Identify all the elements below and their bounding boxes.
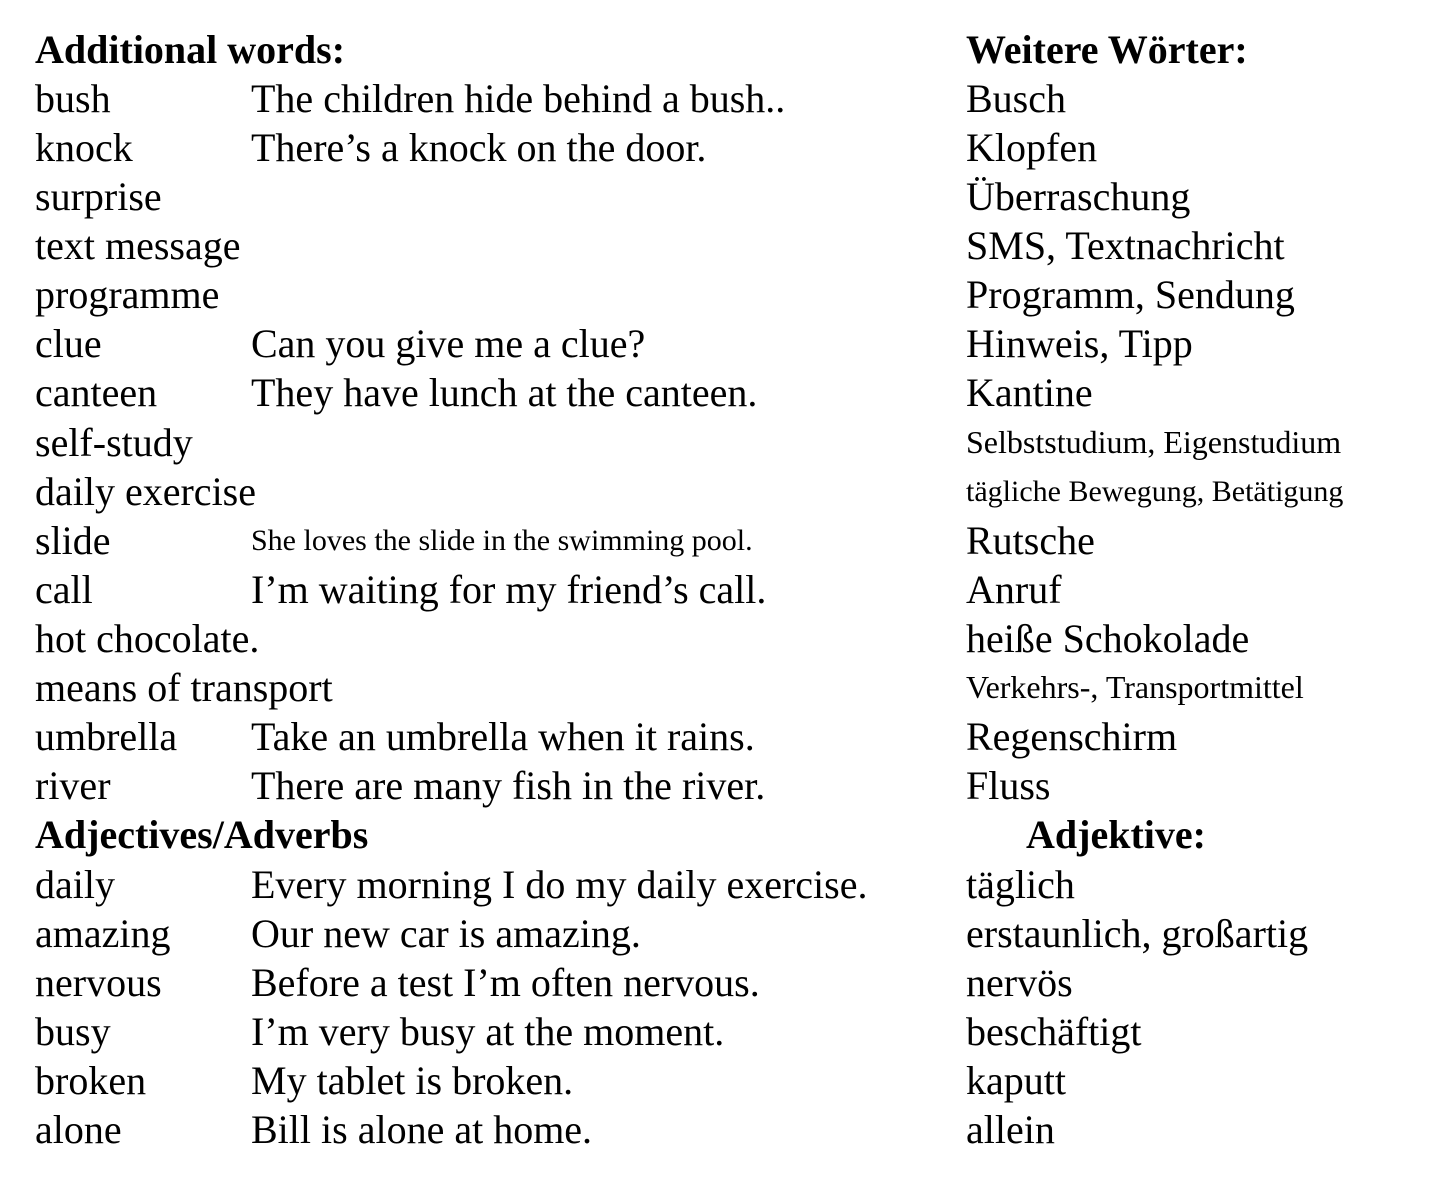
example-sentence: I’m very busy at the moment. bbox=[251, 1009, 725, 1054]
vocab-row bbox=[0, 761, 1450, 810]
word-german: allein bbox=[966, 1107, 1055, 1152]
word-english: knock bbox=[35, 125, 133, 170]
word-english: canteen bbox=[35, 370, 158, 415]
heading-german: Weitere Wörter: bbox=[966, 27, 1248, 72]
word-german: Fluss bbox=[966, 763, 1051, 808]
example-sentence: They have lunch at the canteen. bbox=[251, 370, 758, 415]
vocab-row bbox=[0, 909, 1450, 958]
heading-english: Adjectives/Adverbs bbox=[35, 812, 369, 857]
word-german: Rutsche bbox=[966, 518, 1095, 563]
example-sentence: There are many fish in the river. bbox=[251, 763, 766, 808]
word-english: slide bbox=[35, 518, 111, 563]
word-german: SMS, Textnachricht bbox=[966, 223, 1285, 268]
example-sentence: She loves the slide in the swimming pool. bbox=[251, 524, 753, 557]
word-german: kaputt bbox=[966, 1058, 1066, 1103]
word-english: amazing bbox=[35, 911, 171, 956]
example-sentence: I’m waiting for my friend’s call. bbox=[251, 567, 767, 612]
example-sentence: The children hide behind a bush.. bbox=[251, 76, 786, 121]
word-german: Anruf bbox=[966, 567, 1062, 612]
example-sentence: Can you give me a clue? bbox=[251, 321, 646, 366]
word-english: surprise bbox=[35, 174, 162, 219]
vocab-row bbox=[0, 123, 1450, 172]
heading-english: Additional words: bbox=[35, 27, 346, 72]
vocab-row bbox=[0, 467, 1450, 516]
word-english: clue bbox=[35, 321, 102, 366]
vocab-row bbox=[0, 221, 1450, 270]
word-english: self-study bbox=[35, 420, 193, 465]
vocab-row bbox=[0, 418, 1450, 467]
example-sentence: Every morning I do my daily exercise. bbox=[251, 862, 868, 907]
word-german: beschäftigt bbox=[966, 1009, 1142, 1054]
example-sentence: Our new car is amazing. bbox=[251, 911, 641, 956]
section-heading-additional bbox=[0, 25, 1450, 74]
example-sentence: Before a test I’m often nervous. bbox=[251, 960, 760, 1005]
vocab-row bbox=[0, 74, 1450, 123]
word-english: umbrella bbox=[35, 714, 178, 759]
word-english: programme bbox=[35, 272, 220, 317]
word-english: means of transport bbox=[35, 665, 333, 710]
word-english: text message bbox=[35, 223, 241, 268]
vocab-row bbox=[0, 172, 1450, 221]
example-sentence: My tablet is broken. bbox=[251, 1058, 574, 1103]
word-english: river bbox=[35, 763, 111, 808]
word-english: daily bbox=[35, 862, 115, 907]
vocab-row bbox=[0, 368, 1450, 417]
vocab-row bbox=[0, 860, 1450, 909]
vocab-row bbox=[0, 319, 1450, 368]
vocab-row bbox=[0, 270, 1450, 319]
vocab-row bbox=[0, 958, 1450, 1007]
vocab-row bbox=[0, 712, 1450, 761]
word-german: Regenschirm bbox=[966, 714, 1178, 759]
vocab-row bbox=[0, 1007, 1450, 1056]
word-german: heiße Schokolade bbox=[966, 616, 1250, 661]
word-english: broken bbox=[35, 1058, 147, 1103]
vocab-row bbox=[0, 565, 1450, 614]
word-german: Programm, Sendung bbox=[966, 272, 1295, 317]
word-english: call bbox=[35, 567, 93, 612]
word-german: Hinweis, Tipp bbox=[966, 321, 1193, 366]
word-german: tägliche Bewegung, Betätigung bbox=[966, 475, 1344, 508]
word-english: hot chocolate. bbox=[35, 616, 260, 661]
vocab-row bbox=[0, 1105, 1450, 1154]
word-german: nervös bbox=[966, 960, 1073, 1005]
word-german: Überraschung bbox=[966, 174, 1191, 219]
vocab-row bbox=[0, 614, 1450, 663]
word-german: Verkehrs-, Transportmittel bbox=[966, 669, 1304, 705]
example-sentence: Bill is alone at home. bbox=[251, 1107, 593, 1152]
word-german: täglich bbox=[966, 862, 1075, 907]
section-heading-adjectives bbox=[0, 810, 1450, 859]
word-english: nervous bbox=[35, 960, 162, 1005]
word-english: daily exercise bbox=[35, 469, 256, 514]
heading-german: Adjektive: bbox=[1026, 812, 1206, 857]
vocab-row bbox=[0, 1056, 1450, 1105]
word-german: erstaunlich, großartig bbox=[966, 911, 1309, 956]
example-sentence: There’s a knock on the door. bbox=[251, 125, 707, 170]
word-german: Busch bbox=[966, 76, 1066, 121]
word-english: busy bbox=[35, 1009, 111, 1054]
word-german: Klopfen bbox=[966, 125, 1098, 170]
vocab-row bbox=[0, 516, 1450, 565]
word-german: Selbststudium, Eigenstudium bbox=[966, 424, 1342, 460]
word-german: Kantine bbox=[966, 370, 1093, 415]
word-english: bush bbox=[35, 76, 111, 121]
word-english: alone bbox=[35, 1107, 122, 1152]
example-sentence: Take an umbrella when it rains. bbox=[251, 714, 755, 759]
vocab-row bbox=[0, 663, 1450, 712]
